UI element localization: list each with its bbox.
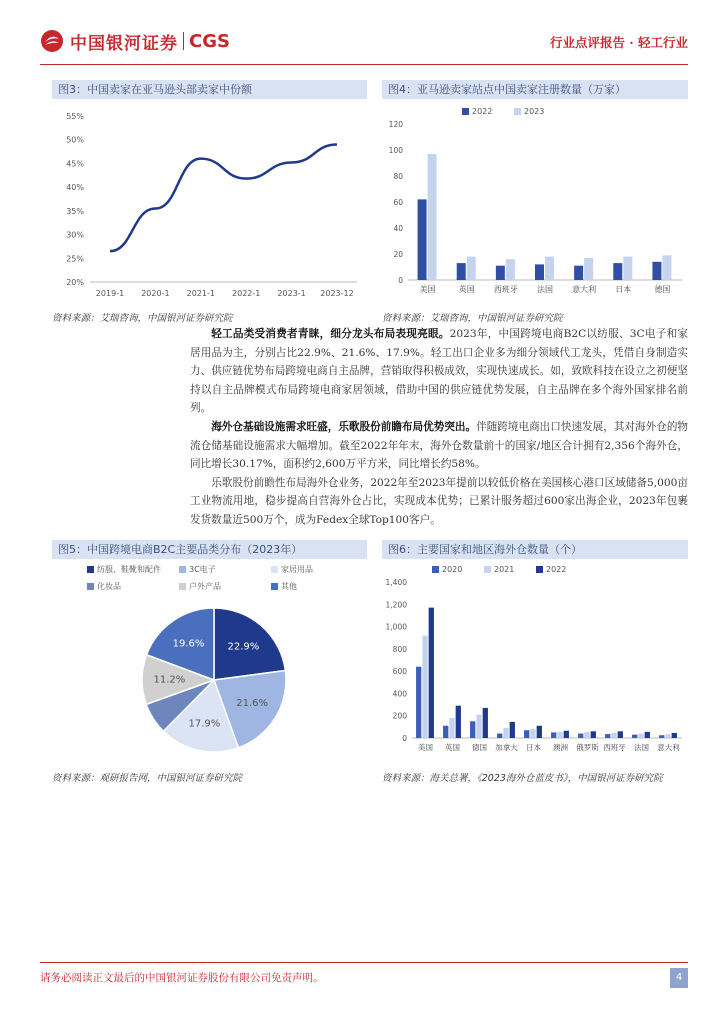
fig4-bar: [662, 255, 671, 280]
fig5-legend-label: 其他: [281, 582, 297, 591]
fig3-x-tick-label: 2019-1: [95, 289, 125, 298]
fig6-bar-chart: [382, 560, 688, 765]
logo-cn-text: 中国银河证券: [70, 33, 178, 54]
fig4-bar: [496, 266, 505, 280]
fig3-title: [52, 80, 367, 99]
fig5-legend-swatch: [87, 566, 94, 573]
fig6-bar: [429, 608, 434, 738]
fig4-bar: [652, 262, 661, 280]
fig6-x-tick-label: 意大利: [657, 743, 680, 752]
fig5-slice-label: 22.9%: [227, 641, 260, 653]
fig5-legend-swatch: [179, 583, 186, 590]
fig3-y-tick-label: 30%: [66, 230, 84, 240]
fig4-y-tick-label: 0: [398, 276, 403, 285]
fig4-legend-label: 2023: [524, 107, 545, 116]
fig6-bar: [638, 734, 643, 738]
fig6-bar: [551, 732, 556, 738]
fig6-y-tick-label: 1,400: [385, 578, 407, 587]
fig5-slice-label: 11.2%: [153, 674, 186, 686]
fig4-title-text: 图4：亚马逊卖家站点中国卖家注册数量（万家）: [388, 83, 626, 96]
report-category: 行业点评报告 · 轻工行业: [549, 35, 688, 50]
fig3-line-chart: [52, 102, 367, 307]
footer-divider: [40, 962, 688, 963]
fig6-bar: [605, 734, 610, 738]
fig6-bar: [443, 726, 448, 738]
fig6-y-tick-label: 600: [392, 667, 407, 677]
fig6-bar: [564, 731, 569, 738]
fig6-bar: [632, 735, 637, 738]
fig6-bar: [476, 715, 481, 738]
fig5-pie-chart: [52, 560, 367, 765]
fig6-bar: [537, 726, 542, 738]
fig4-y-tick-label: 60: [393, 198, 403, 207]
fig4-x-tick-label: 意大利: [572, 285, 597, 294]
fig4-bar: [428, 154, 437, 280]
fig6-bar: [578, 734, 583, 738]
p3-text: 乐歌股份前瞻性布局海外仓业务，2022年至2023年提前以较低价格在美国核心港口区域储备5,000亩工业物流用地，稳步提高自营海外仓占比，实现成本优势；已累计服务超过600家出海企业，2023年包裹发货数量近500万个，成为Fedex全球Top100客户。: [190, 476, 688, 526]
fig6-bar: [618, 731, 623, 738]
fig5-legend-swatch: [271, 566, 278, 573]
fig4-y-tick-label: 100: [388, 146, 403, 155]
fig5-slice-label: 19.6%: [172, 638, 205, 650]
fig3-x-tick-label: 2020-1: [141, 289, 170, 298]
fig5-legend-label: 家居用品: [281, 565, 313, 574]
p2-text: 伴随跨境电商出口快速发展，其对海外仓的物流仓储基础设施需求大幅增加。截至2022年年末，海外仓数量前十的国家/地区合计拥有2,356个海外仓，同比增长30.17%，面积约2,600万平方米，同比增长约58%。: [190, 420, 689, 471]
fig5-legend-swatch: [271, 583, 278, 590]
p1-heading: 轻工品类受消费者青睐，细分龙头布局表现亮眼。: [211, 328, 450, 340]
fig6-bar: [510, 722, 515, 738]
page-number: 4: [670, 968, 688, 988]
fig6-y-tick-label: 0: [402, 734, 407, 743]
fig4-x-tick-label: 法国: [537, 285, 553, 294]
fig6-x-tick-label: 英国: [445, 743, 460, 752]
fig6-y-tick-label: 200: [392, 711, 407, 721]
fig3-y-tick-label: 45%: [66, 159, 84, 169]
fig6-legend-swatch: [536, 566, 543, 573]
fig5-slice-label: 17.9%: [188, 718, 221, 730]
fig6-legend-label: 2021: [494, 565, 515, 574]
fig6-x-tick-label: 德国: [472, 743, 487, 752]
company-logo: [40, 28, 230, 54]
fig4-y-tick-label: 120: [388, 120, 403, 129]
fig5-legend-label: 化妆品: [97, 582, 121, 591]
fig4-bar: [535, 264, 544, 280]
fig6-bar: [422, 635, 427, 738]
fig3-x-tick-label: 2022-1: [232, 289, 261, 298]
fig6-title-text: 图6：主要国家和地区海外仓数量（个）: [388, 543, 582, 556]
fig6-x-tick-label: 美国: [418, 743, 433, 752]
fig6-bar: [659, 735, 664, 738]
paragraph-2: [190, 418, 688, 474]
fig6-bar: [672, 733, 677, 738]
fig6-bar: [416, 667, 421, 738]
fig4-bar: [457, 263, 466, 280]
fig4-bar: [467, 257, 476, 280]
fig6-x-tick-label: 澳洲: [553, 743, 568, 752]
fig6-bar: [530, 729, 535, 738]
fig4-x-tick-label: 西班牙: [493, 285, 518, 294]
fig5-slice-label: 21.6%: [236, 698, 269, 710]
fig5-title-text: 图5：中国跨境电商B2C主要品类分布（2023年）: [58, 543, 303, 556]
fig4-legend-swatch: [462, 108, 469, 115]
fig6-y-tick-label: 1,200: [385, 600, 407, 610]
fig4-bar: [418, 199, 427, 280]
fig6-bar: [497, 734, 502, 738]
paragraph-1: [190, 325, 688, 418]
fig6-y-tick-label: 1,000: [385, 622, 407, 632]
fig6-legend-label: 2022: [546, 565, 567, 574]
fig6-bar: [584, 732, 589, 738]
fig4-bar: [623, 257, 632, 280]
p2-heading: 海外仓基础设施需求旺盛，乐歌股份前瞻布局优势突出。: [211, 420, 477, 433]
fig6-legend-label: 2020: [442, 565, 463, 574]
fig4-legend-swatch: [514, 108, 521, 115]
disclaimer-notice: 请务必阅读正文最后的中国银河证券股份有限公司免责声明。: [40, 972, 324, 984]
fig6-bar: [503, 728, 508, 738]
body-text: [190, 325, 688, 530]
fig6-source: 资料来源：海关总署，《2023海外仓蓝皮书》，中国银河证券研究院: [382, 773, 663, 784]
fig4-source: 资料来源：艾瑞咨询，中国银河证券研究院: [382, 313, 563, 324]
fig5-legend-label: 3C电子: [189, 565, 216, 574]
fig3-y-tick-label: 25%: [66, 254, 84, 264]
fig6-x-tick-label: 法国: [634, 743, 649, 752]
fig6-bar: [557, 732, 562, 738]
fig6-legend-swatch: [484, 566, 491, 573]
fig6-x-tick-label: 西班牙: [603, 743, 626, 752]
fig6-bar: [449, 718, 454, 738]
fig5-legend-swatch: [179, 566, 186, 573]
fig3-x-tick-label: 2021-1: [186, 289, 215, 298]
logo-separator: [183, 32, 184, 50]
header-divider: [40, 64, 688, 65]
fig4-x-tick-label: 日本: [615, 285, 632, 294]
fig6-y-tick-label: 400: [392, 689, 407, 699]
fig5-source: 资料来源：观研报告网，中国银河证券研究院: [52, 773, 243, 784]
fig3-y-tick-label: 40%: [66, 183, 84, 193]
fig6-bar: [591, 731, 596, 738]
logo-en-text: CGS: [189, 30, 230, 52]
fig3-y-tick-label: 50%: [66, 135, 84, 145]
page-header: [0, 0, 724, 60]
p1-text: 2023年，中国跨境电商B2C以纺服、3C电子和家居用品为主，分别占比22.9%、21.6%、17.9%。轻工出口企业多为细分领域代工龙头，凭借自身制造实力、供应链优势布局跨境电商自主品牌，营销取得积极成效，实现快速成长。如，致欧科技在设立之初便坚持以自主品牌模式布局跨境电商家居领域，借助中国的供应链优势发展，自主品牌在多个海外国家排名前列。: [190, 328, 689, 415]
fig3-source: 资料来源：艾瑞咨询，中国银河证券研究院: [52, 313, 233, 324]
fig4-bar: [584, 258, 593, 280]
fig6-bar: [470, 721, 475, 738]
fig6-bar: [524, 730, 529, 738]
fig6-bar: [611, 733, 616, 738]
fig6-bar: [665, 734, 670, 738]
fig6-x-tick-label: 俄罗斯: [576, 743, 599, 752]
fig6-bar: [483, 708, 488, 738]
fig3-x-tick-label: 2023-12: [320, 289, 354, 298]
fig3-series-line: [110, 144, 337, 251]
fig6-bar: [456, 706, 461, 738]
paragraph-3: [190, 474, 688, 530]
fig5-legend-label: 户外产品: [189, 582, 221, 591]
fig6-x-tick-label: 加拿大: [495, 743, 518, 752]
fig3-title-text: 图3：中国卖家在亚马逊头部卖家中份额: [58, 83, 252, 96]
fig5-title: [52, 540, 367, 559]
fig4-bar: [506, 259, 515, 280]
fig4-bar: [613, 263, 622, 280]
fig6-x-tick-label: 日本: [526, 743, 541, 752]
fig3-y-tick-label: 35%: [66, 206, 84, 216]
fig4-y-tick-label: 80: [393, 172, 403, 181]
fig4-x-tick-label: 美国: [419, 285, 436, 294]
fig4-title: [382, 80, 688, 99]
fig4-y-tick-label: 40: [393, 224, 403, 233]
fig6-bar: [645, 732, 650, 738]
fig6-y-tick-label: 800: [392, 644, 407, 654]
fig4-y-tick-label: 20: [393, 250, 403, 259]
fig4-bar-chart: [382, 102, 688, 307]
fig5-legend-swatch: [87, 583, 94, 590]
fig6-legend-swatch: [432, 566, 439, 573]
fig3-y-tick-label: 20%: [66, 278, 84, 287]
fig4-x-tick-label: 英国: [458, 285, 475, 294]
fig6-title: [382, 540, 688, 559]
fig4-bar: [574, 266, 583, 280]
fig5-legend-label: 纺服、鞋靴和配件: [97, 565, 161, 574]
fig4-legend-label: 2022: [472, 107, 493, 116]
fig4-x-tick-label: 德国: [654, 285, 671, 294]
fig3-y-tick-label: 55%: [66, 112, 84, 121]
logo-mark-icon: [40, 29, 64, 53]
fig4-bar: [545, 257, 554, 280]
fig3-x-tick-label: 2023-1: [277, 289, 306, 298]
